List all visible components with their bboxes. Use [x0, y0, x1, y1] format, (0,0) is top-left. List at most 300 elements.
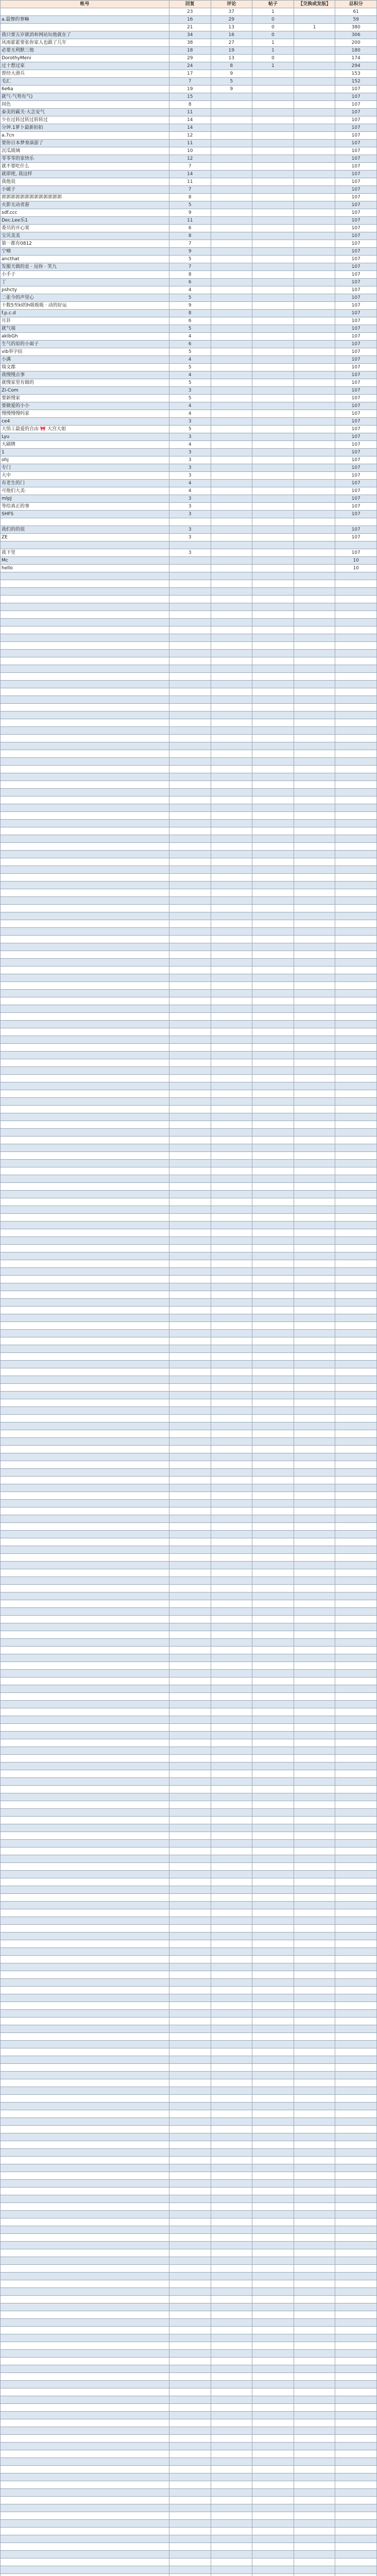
- empty-cell: [211, 657, 252, 665]
- empty-cell: [169, 1144, 211, 1152]
- empty-row: [1, 2095, 377, 2103]
- empty-cell: [252, 750, 294, 758]
- empty-cell: [169, 1059, 211, 1067]
- empty-cell: [211, 2033, 252, 2041]
- row-account-name: 少在过转过转过转转过: [1, 116, 169, 124]
- empty-cell: [294, 858, 335, 866]
- row-cell-3: [252, 449, 294, 456]
- empty-cell: [252, 1778, 294, 1786]
- empty-cell: [211, 1113, 252, 1121]
- empty-row: [1, 1786, 377, 1793]
- empty-cell: [1, 1129, 169, 1137]
- empty-row: [1, 1817, 377, 1824]
- empty-row: [1, 1492, 377, 1500]
- empty-cell: [252, 1562, 294, 1569]
- empty-cell: [169, 2358, 211, 2365]
- empty-cell: [211, 2512, 252, 2520]
- empty-cell: [1, 1793, 169, 1801]
- empty-cell: [294, 773, 335, 781]
- empty-cell: [252, 1933, 294, 1940]
- empty-cell: [1, 2110, 169, 2118]
- empty-cell: [1, 2319, 169, 2327]
- empty-cell: [169, 2157, 211, 2164]
- row-cell-2: [211, 194, 252, 201]
- empty-cell: [1, 2018, 169, 2025]
- empty-cell: [1, 2079, 169, 2087]
- empty-cell: [1, 1044, 169, 1052]
- empty-row: [1, 804, 377, 812]
- row-cell-2: [211, 232, 252, 240]
- row-cell-5: 107: [335, 511, 377, 518]
- empty-cell: [1, 882, 169, 889]
- empty-cell: [335, 750, 377, 758]
- row-account-name: DorothyMeni: [1, 55, 169, 62]
- empty-cell: [335, 2141, 377, 2149]
- row-cell-5: 107: [335, 101, 377, 109]
- empty-cell: [335, 827, 377, 835]
- empty-cell: [1, 2535, 169, 2543]
- empty-cell: [211, 1701, 252, 1708]
- empty-cell: [169, 1554, 211, 1562]
- empty-cell: [294, 2188, 335, 2195]
- empty-cell: [1, 1376, 169, 1384]
- empty-cell: [294, 2535, 335, 2543]
- empty-cell: [211, 1647, 252, 1654]
- empty-cell: [252, 711, 294, 719]
- empty-cell: [252, 2404, 294, 2412]
- row-cell-4: [294, 47, 335, 55]
- row-account-name: 可他们大美·: [1, 487, 169, 495]
- empty-cell: [252, 1608, 294, 1616]
- empty-cell: [294, 2504, 335, 2512]
- empty-cell: [294, 1654, 335, 1662]
- empty-cell: [169, 1052, 211, 1059]
- empty-cell: [1, 1994, 169, 2002]
- row-cell-5: 107: [335, 248, 377, 256]
- empty-cell: [169, 2558, 211, 2566]
- row-cell-2: [211, 541, 252, 549]
- empty-cell: [294, 2033, 335, 2041]
- row-cell-4: [294, 201, 335, 209]
- empty-cell: [169, 2443, 211, 2450]
- empty-cell: [211, 1260, 252, 1268]
- empty-cell: [294, 2226, 335, 2234]
- empty-row: [1, 2018, 377, 2025]
- empty-cell: [211, 688, 252, 696]
- row-cell-4: [294, 256, 335, 263]
- empty-cell: [252, 2118, 294, 2126]
- empty-cell: [211, 1546, 252, 1554]
- empty-cell: [252, 1337, 294, 1345]
- empty-cell: [211, 1245, 252, 1252]
- empty-cell: [1, 2126, 169, 2133]
- row-account-name: sdf.ccc: [1, 209, 169, 217]
- empty-cell: [1, 2303, 169, 2311]
- empty-cell: [169, 951, 211, 959]
- empty-cell: [1, 2064, 169, 2072]
- empty-cell: [211, 1515, 252, 1523]
- empty-cell: [252, 1245, 294, 1252]
- empty-cell: [294, 1592, 335, 1600]
- row-cell-1: 4: [169, 441, 211, 449]
- empty-cell: [1, 1098, 169, 1106]
- table-row: [1, 147, 377, 155]
- empty-cell: [294, 2203, 335, 2211]
- empty-cell: [169, 611, 211, 619]
- empty-cell: [294, 1059, 335, 1067]
- row-cell-4: [294, 310, 335, 317]
- row-account-name: 月卦: [1, 317, 169, 325]
- empty-cell: [294, 2303, 335, 2311]
- empty-cell: [1, 1237, 169, 1245]
- table-row: [1, 171, 377, 178]
- empty-cell: [211, 1894, 252, 1902]
- empty-cell: [169, 1778, 211, 1786]
- empty-cell: [211, 2164, 252, 2172]
- empty-cell: [252, 1708, 294, 1716]
- empty-cell: [169, 2520, 211, 2528]
- empty-row: [1, 781, 377, 789]
- empty-row: [1, 2365, 377, 2373]
- empty-cell: [169, 1538, 211, 1546]
- row-cell-3: [252, 480, 294, 487]
- empty-cell: [211, 1855, 252, 1863]
- empty-cell: [335, 835, 377, 843]
- row-cell-3: [252, 333, 294, 341]
- empty-cell: [252, 1353, 294, 1361]
- empty-cell: [252, 2018, 294, 2025]
- empty-cell: [294, 2481, 335, 2489]
- empty-row: [1, 1137, 377, 1144]
- empty-cell: [252, 580, 294, 588]
- empty-cell: [252, 2002, 294, 2010]
- empty-cell: [211, 1569, 252, 1577]
- table-row: [1, 341, 377, 348]
- empty-cell: [211, 596, 252, 603]
- empty-cell: [1, 1276, 169, 1283]
- empty-cell: [335, 1206, 377, 1214]
- empty-cell: [252, 1994, 294, 2002]
- empty-row: [1, 2566, 377, 2574]
- empty-cell: [1, 588, 169, 596]
- empty-cell: [169, 1005, 211, 1013]
- empty-cell: [1, 1956, 169, 1963]
- empty-cell: [335, 1956, 377, 1963]
- empty-cell: [169, 1299, 211, 1307]
- empty-cell: [335, 1268, 377, 1276]
- empty-cell: [211, 758, 252, 766]
- empty-cell: [294, 727, 335, 735]
- empty-row: [1, 1546, 377, 1554]
- row-cell-1: 5: [169, 294, 211, 302]
- empty-cell: [252, 959, 294, 967]
- empty-row: [1, 967, 377, 974]
- empty-row: [1, 959, 377, 967]
- empty-cell: [211, 1237, 252, 1245]
- row-cell-1: 5: [169, 379, 211, 387]
- empty-cell: [294, 1484, 335, 1492]
- empty-cell: [335, 665, 377, 673]
- empty-cell: [211, 2396, 252, 2404]
- empty-cell: [1, 827, 169, 835]
- row-cell-4: [294, 209, 335, 217]
- empty-cell: [211, 951, 252, 959]
- table-row: [1, 487, 377, 495]
- empty-cell: [252, 2025, 294, 2033]
- row-cell-3: [252, 225, 294, 232]
- empty-row: [1, 1198, 377, 1206]
- empty-cell: [211, 1399, 252, 1407]
- empty-cell: [211, 2334, 252, 2342]
- row-cell-3: [252, 263, 294, 271]
- empty-cell: [169, 1082, 211, 1090]
- empty-cell: [294, 1948, 335, 1956]
- empty-cell: [1, 2396, 169, 2404]
- empty-cell: [294, 2566, 335, 2574]
- row-account-name: 曾经大滑兵: [1, 70, 169, 78]
- empty-cell: [169, 1307, 211, 1314]
- empty-cell: [252, 1028, 294, 1036]
- empty-cell: [169, 588, 211, 596]
- empty-cell: [335, 2504, 377, 2512]
- empty-cell: [1, 650, 169, 657]
- empty-cell: [335, 1708, 377, 1716]
- row-cell-3: [252, 565, 294, 572]
- table-row: [1, 333, 377, 341]
- empty-cell: [169, 2218, 211, 2226]
- empty-cell: [294, 1307, 335, 1314]
- empty-cell: [252, 742, 294, 750]
- empty-cell: [335, 626, 377, 634]
- empty-cell: [294, 766, 335, 773]
- empty-cell: [252, 1237, 294, 1245]
- empty-cell: [335, 2079, 377, 2087]
- empty-row: [1, 2203, 377, 2211]
- table-row: [1, 541, 377, 549]
- empty-cell: [335, 681, 377, 688]
- row-cell-2: [211, 147, 252, 155]
- empty-cell: [335, 1855, 377, 1863]
- empty-cell: [169, 928, 211, 936]
- empty-row: [1, 2358, 377, 2365]
- table-row: [1, 464, 377, 472]
- empty-row: [1, 1577, 377, 1585]
- empty-cell: [1, 1639, 169, 1647]
- row-cell-1: 3: [169, 526, 211, 534]
- empty-cell: [294, 1415, 335, 1422]
- empty-cell: [252, 2558, 294, 2566]
- empty-row: [1, 1430, 377, 1438]
- empty-cell: [211, 2412, 252, 2419]
- empty-cell: [335, 2249, 377, 2257]
- empty-cell: [169, 2149, 211, 2157]
- empty-cell: [1, 1848, 169, 1855]
- empty-cell: [294, 1909, 335, 1917]
- row-cell-5: 107: [335, 93, 377, 101]
- empty-cell: [1, 1307, 169, 1314]
- table-row: [1, 24, 377, 31]
- empty-cell: [211, 1252, 252, 1260]
- empty-cell: [252, 1222, 294, 1229]
- empty-cell: [294, 2365, 335, 2373]
- empty-cell: [1, 1685, 169, 1693]
- empty-row: [1, 1840, 377, 1848]
- empty-cell: [335, 1515, 377, 1523]
- empty-row: [1, 580, 377, 588]
- empty-cell: [335, 2427, 377, 2435]
- empty-cell: [169, 1090, 211, 1098]
- row-cell-4: [294, 294, 335, 302]
- row-cell-5: 107: [335, 140, 377, 147]
- empty-cell: [1, 2450, 169, 2458]
- empty-cell: [335, 889, 377, 897]
- empty-cell: [294, 2211, 335, 2218]
- empty-cell: [211, 889, 252, 897]
- empty-cell: [169, 1569, 211, 1577]
- table-row: [1, 186, 377, 194]
- empty-cell: [335, 967, 377, 974]
- empty-cell: [252, 1616, 294, 1623]
- empty-cell: [211, 1762, 252, 1770]
- row-cell-5: 306: [335, 31, 377, 39]
- empty-cell: [335, 812, 377, 820]
- empty-row: [1, 1399, 377, 1407]
- empty-cell: [294, 781, 335, 789]
- empty-row: [1, 1392, 377, 1399]
- empty-cell: [211, 1577, 252, 1585]
- row-cell-2: [211, 178, 252, 186]
- row-cell-1: 10: [169, 147, 211, 155]
- empty-cell: [335, 650, 377, 657]
- empty-row: [1, 1592, 377, 1600]
- empty-cell: [169, 1260, 211, 1268]
- empty-cell: [211, 1461, 252, 1469]
- empty-cell: [211, 2535, 252, 2543]
- row-cell-3: [252, 109, 294, 116]
- empty-cell: [211, 820, 252, 827]
- empty-cell: [211, 1314, 252, 1322]
- empty-row: [1, 1623, 377, 1631]
- empty-row: [1, 2149, 377, 2157]
- row-cell-5: 107: [335, 109, 377, 116]
- empty-row: [1, 1075, 377, 1082]
- empty-cell: [1, 2056, 169, 2064]
- empty-cell: [169, 2327, 211, 2334]
- empty-cell: [252, 2412, 294, 2419]
- empty-cell: [252, 611, 294, 619]
- empty-cell: [294, 1554, 335, 1562]
- row-cell-4: [294, 456, 335, 464]
- empty-cell: [211, 1121, 252, 1129]
- empty-cell: [169, 1562, 211, 1569]
- empty-cell: [1, 2211, 169, 2218]
- empty-row: [1, 2234, 377, 2242]
- empty-cell: [211, 1670, 252, 1677]
- empty-cell: [335, 851, 377, 858]
- col-replies-header: 回复: [169, 1, 211, 8]
- row-cell-4: [294, 171, 335, 178]
- empty-row: [1, 1994, 377, 2002]
- empty-cell: [169, 2041, 211, 2048]
- row-cell-4: [294, 279, 335, 286]
- empty-cell: [211, 866, 252, 874]
- row-cell-4: [294, 557, 335, 565]
- empty-cell: [169, 1662, 211, 1670]
- empty-cell: [252, 2288, 294, 2296]
- row-cell-3: [252, 426, 294, 433]
- empty-cell: [211, 619, 252, 626]
- table-row: [1, 31, 377, 39]
- empty-row: [1, 2342, 377, 2350]
- empty-cell: [335, 773, 377, 781]
- empty-cell: [252, 735, 294, 742]
- row-cell-3: [252, 325, 294, 333]
- row-cell-3: [252, 464, 294, 472]
- empty-row: [1, 1059, 377, 1067]
- empty-cell: [252, 719, 294, 727]
- empty-cell: [335, 2319, 377, 2327]
- empty-cell: [335, 2350, 377, 2358]
- empty-cell: [211, 673, 252, 681]
- empty-cell: [211, 2002, 252, 2010]
- table-row: [1, 256, 377, 263]
- row-cell-2: [211, 534, 252, 541]
- empty-cell: [335, 2164, 377, 2172]
- empty-cell: [211, 1283, 252, 1291]
- empty-cell: [1, 1894, 169, 1902]
- empty-cell: [1, 673, 169, 681]
- empty-cell: [169, 2450, 211, 2458]
- empty-cell: [169, 2296, 211, 2303]
- empty-cell: [211, 1832, 252, 1840]
- table-row: [1, 325, 377, 333]
- empty-cell: [335, 1299, 377, 1307]
- empty-cell: [1, 1708, 169, 1716]
- empty-cell: [335, 2118, 377, 2126]
- empty-cell: [1, 1353, 169, 1361]
- empty-row: [1, 1469, 377, 1477]
- row-cell-3: [252, 279, 294, 286]
- empty-row: [1, 1376, 377, 1384]
- row-cell-1: 3: [169, 511, 211, 518]
- row-cell-2: [211, 480, 252, 487]
- empty-cell: [294, 912, 335, 920]
- empty-cell: [294, 1353, 335, 1361]
- empty-cell: [252, 2072, 294, 2079]
- empty-cell: [1, 2072, 169, 2079]
- empty-cell: [211, 1963, 252, 1971]
- empty-cell: [1, 2041, 169, 2048]
- empty-cell: [294, 1994, 335, 2002]
- empty-cell: [169, 2280, 211, 2288]
- empty-cell: [1, 1059, 169, 1067]
- empty-cell: [252, 2551, 294, 2558]
- empty-cell: [1, 2504, 169, 2512]
- empty-cell: [252, 851, 294, 858]
- row-account-name: 要做爱的小小: [1, 402, 169, 410]
- row-account-name: 慢慢慢慢吗家: [1, 410, 169, 418]
- row-account-name: Mc: [1, 557, 169, 565]
- row-cell-3: 0: [252, 55, 294, 62]
- empty-cell: [169, 866, 211, 874]
- empty-cell: [1, 2381, 169, 2388]
- empty-cell: [211, 905, 252, 912]
- empty-cell: [169, 1098, 211, 1106]
- empty-cell: [211, 2064, 252, 2072]
- empty-cell: [1, 1384, 169, 1392]
- empty-row: [1, 2126, 377, 2133]
- empty-cell: [1, 681, 169, 688]
